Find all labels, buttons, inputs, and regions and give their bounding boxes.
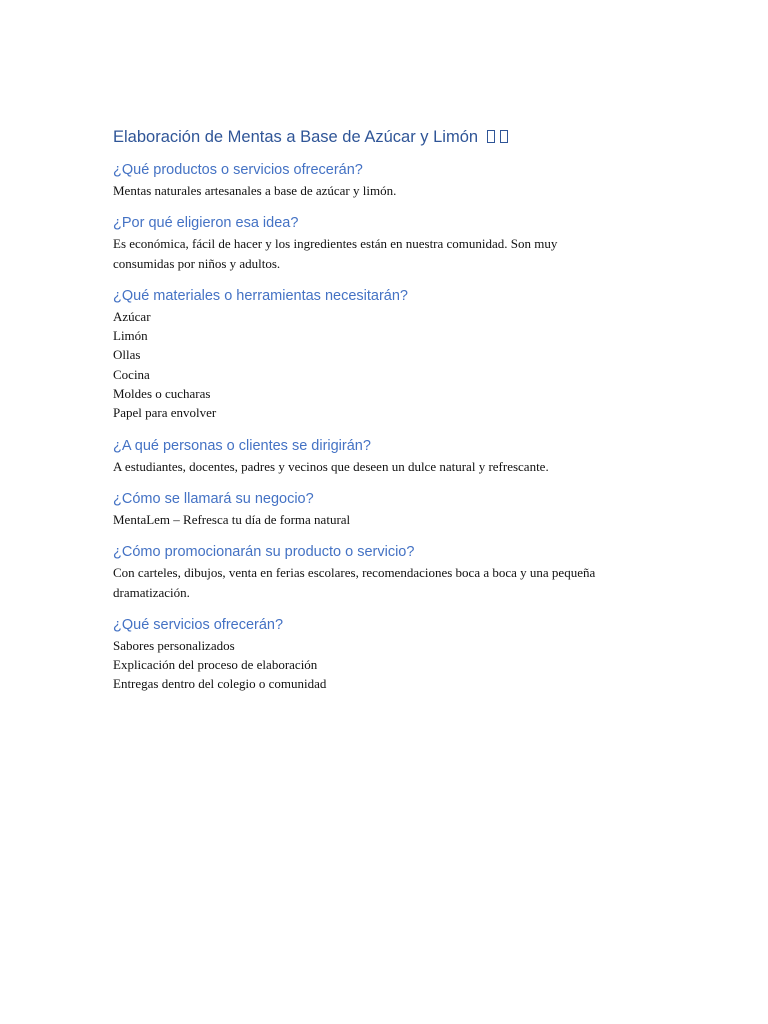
section-products [113,160,673,200]
answer-line: Mentas naturales artesanales a base de azúcar y limón. [113,183,397,198]
section-services [113,615,673,694]
document-title-text: Elaboración de Mentas a Base de Azúcar y Limón [113,128,479,146]
answer-line: MentaLem – Refresca tu día de forma natural [113,511,351,527]
answer-line: Con carteles, dibujos, venta en ferias escolares, recomendaciones boca a boca y una pequeña [113,565,596,581]
material-item: Limón [113,328,148,344]
title-glyph-group [487,128,510,146]
document-content [113,126,673,707]
question-heading: ¿A qué personas o clientes se dirigirán? [113,437,371,454]
document-title [113,126,673,148]
question-heading: ¿Cómo promocionarán su producto o servicio? [113,544,415,561]
section-idea-reason [113,213,673,273]
question-heading: ¿Por qué eligieron esa idea? [113,215,299,232]
answer-line: consumidas por niños y adultos. [113,255,281,271]
answer-line: Es económica, fácil de hacer y los ingredientes están en nuestra comunidad. Son muy [113,236,558,252]
material-item: Papel para envolver [113,405,217,421]
unrendered-glyph-box-icon [487,130,495,143]
service-item: Entregas dentro del colegio o comunidad [113,676,327,692]
section-promotion [113,542,673,602]
material-item: Azúcar [113,308,151,324]
section-materials [113,286,673,423]
service-item: Explicación del proceso de elaboración [113,657,318,673]
unrendered-glyph-box-icon [500,130,508,143]
material-item: Moldes o cucharas [113,386,211,402]
question-heading: ¿Cómo se llamará su negocio? [113,490,314,507]
section-business-name [113,489,673,529]
answer-line: A estudiantes, docentes, padres y vecinos que deseen un dulce natural y refrescante. [113,458,549,474]
section-customers [113,436,673,476]
material-item: Cocina [113,366,150,382]
question-heading: ¿Qué servicios ofrecerán? [113,616,284,633]
material-item: Ollas [113,347,141,363]
answer-line: dramatización. [113,584,190,600]
question-heading: ¿Qué productos o servicios ofrecerán? [113,162,363,178]
service-item: Sabores personalizados [113,637,235,653]
question-heading: ¿Qué materiales o herramientas necesitarán? [113,287,408,304]
